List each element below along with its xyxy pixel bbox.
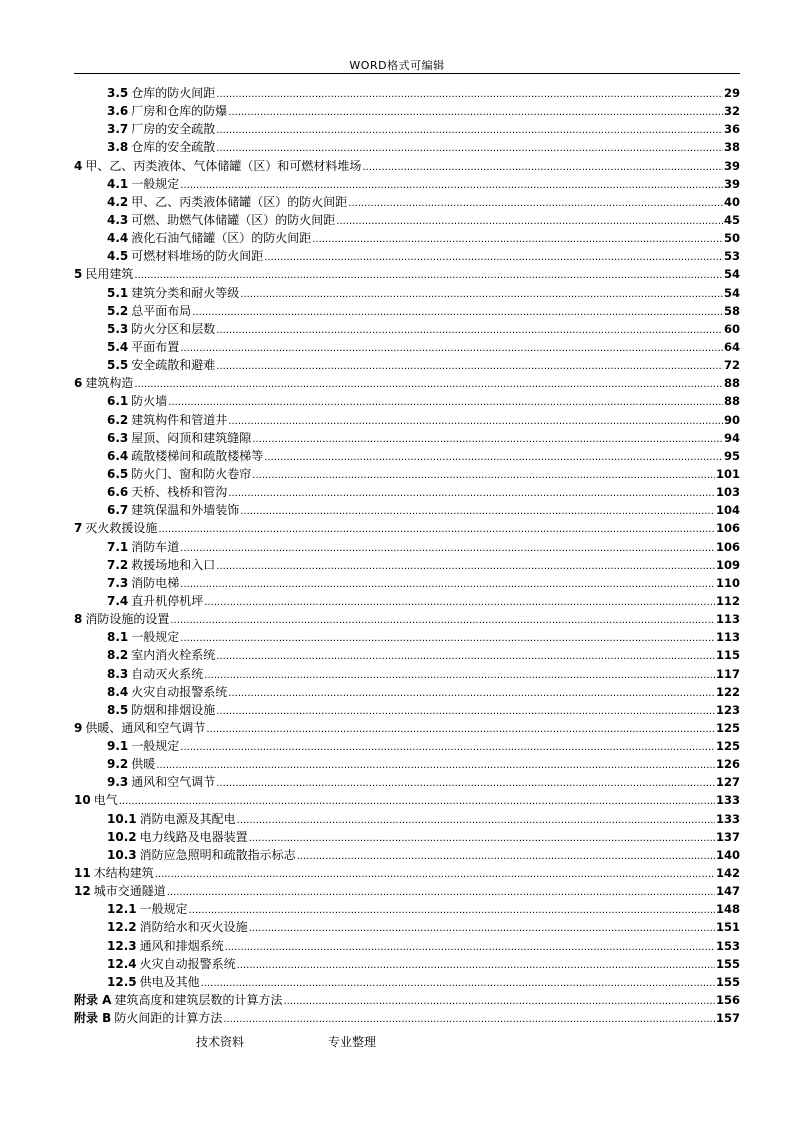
toc-page-number: 60 xyxy=(723,321,740,336)
toc-entry[interactable] xyxy=(74,519,740,537)
toc-entry-number: 6.3 xyxy=(107,430,129,445)
toc-dot-leader xyxy=(216,775,715,793)
page-header: WORD格式可编辑 xyxy=(349,59,445,72)
toc-page-number: 147 xyxy=(715,884,740,899)
toc-entry-number: 9.2 xyxy=(107,757,129,772)
toc-entry-number: 9 xyxy=(74,720,83,735)
toc-dot-leader xyxy=(168,394,723,412)
toc-entry[interactable] xyxy=(74,175,740,193)
toc-page-number: 39 xyxy=(723,176,740,191)
toc-page-number: 113 xyxy=(715,612,740,627)
toc-entry-number: 附录 B xyxy=(74,1011,112,1026)
toc-page-number: 95 xyxy=(723,448,740,463)
toc-entry-number: 3.8 xyxy=(107,140,129,155)
toc-entry-title: 疏散楼梯间和疏散楼梯等 xyxy=(131,448,264,463)
toc-dot-leader xyxy=(283,993,715,1011)
toc-entry[interactable] xyxy=(74,356,740,374)
toc-entry[interactable] xyxy=(74,193,740,211)
toc-entry-title: 消防电梯 xyxy=(131,575,180,590)
toc-entry[interactable] xyxy=(74,447,740,465)
toc-entry[interactable] xyxy=(74,719,740,737)
toc-page-number: 58 xyxy=(723,303,740,318)
toc-dot-leader xyxy=(167,884,715,902)
toc-dot-leader xyxy=(216,648,715,666)
toc-dot-leader xyxy=(264,249,723,267)
toc-entry[interactable] xyxy=(74,302,740,320)
toc-entry[interactable] xyxy=(74,955,740,973)
toc-page-number: 90 xyxy=(723,412,740,427)
toc-entry-number: 12.1 xyxy=(107,902,137,917)
toc-entry-title: 甲、乙、丙类液体、气体储罐（区）和可燃材料堆场 xyxy=(85,158,362,173)
toc-entry[interactable] xyxy=(74,918,740,936)
toc-entry-title: 甲、乙、丙类液体储罐（区）的防火间距 xyxy=(131,194,348,209)
toc-dot-leader xyxy=(216,86,723,104)
toc-entry-title: 火灾自动报警系统 xyxy=(131,684,228,699)
toc-page-number: 88 xyxy=(723,394,740,409)
toc-entry[interactable] xyxy=(74,610,740,628)
toc-page-number: 39 xyxy=(723,158,740,173)
toc-dot-leader xyxy=(170,612,715,630)
toc-entry[interactable] xyxy=(74,810,740,828)
toc-entry-number: 5.2 xyxy=(107,303,129,318)
toc-dot-leader xyxy=(362,159,723,177)
toc-entry-title: 建筑保温和外墙装饰 xyxy=(131,503,240,518)
toc-dot-leader xyxy=(336,213,723,231)
toc-entry[interactable] xyxy=(74,683,740,701)
toc-page-number: 110 xyxy=(715,575,740,590)
toc-dot-leader xyxy=(252,467,715,485)
toc-entry-title: 安全疏散和避难 xyxy=(131,358,216,373)
toc-dot-leader xyxy=(228,104,723,122)
toc-entry-number: 6.1 xyxy=(107,394,129,409)
toc-page-number: 113 xyxy=(715,630,740,645)
toc-entry[interactable] xyxy=(74,773,740,791)
toc-entry-title: 防火门、窗和防火卷帘 xyxy=(131,466,252,481)
toc-entry[interactable] xyxy=(74,411,740,429)
toc-page-number: 106 xyxy=(715,539,740,554)
toc-entry-number: 7 xyxy=(74,521,83,536)
toc-entry-number: 6 xyxy=(74,376,83,391)
toc-page-number: 72 xyxy=(723,358,740,373)
toc-entry-number: 10.1 xyxy=(107,811,137,826)
toc-page-number: 54 xyxy=(723,267,740,282)
toc-entry-number: 6.5 xyxy=(107,466,129,481)
toc-dot-leader xyxy=(240,286,723,304)
toc-entry-title: 厂房的安全疏散 xyxy=(131,122,216,137)
toc-dot-leader xyxy=(348,195,723,213)
toc-entry-number: 7.4 xyxy=(107,593,129,608)
toc-entry-number: 10 xyxy=(74,793,91,808)
footer-right-text: 专业整理 xyxy=(328,1035,377,1049)
toc-page-number: 38 xyxy=(723,140,740,155)
toc-entry[interactable] xyxy=(74,900,740,918)
toc-entry-title: 仓库的防火间距 xyxy=(131,86,216,100)
toc-entry-number: 8.5 xyxy=(107,702,129,717)
toc-page-number: 40 xyxy=(723,194,740,209)
toc-entry-number: 4 xyxy=(74,158,83,173)
toc-entry-title: 电气 xyxy=(93,793,118,808)
toc-entry-title: 仓库的安全疏散 xyxy=(131,140,216,155)
toc-entry-title: 可燃材料堆场的防火间距 xyxy=(131,249,264,264)
toc-entry[interactable] xyxy=(74,229,740,247)
toc-dot-leader xyxy=(180,340,723,358)
toc-entry-title: 民用建筑 xyxy=(85,267,134,282)
toc-entry-number: 8.1 xyxy=(107,630,129,645)
toc-entry-number: 9.1 xyxy=(107,739,129,754)
toc-page-number: 45 xyxy=(723,212,740,227)
toc-dot-leader xyxy=(216,322,723,340)
toc-entry-title: 供电及其他 xyxy=(139,974,200,989)
toc-entry[interactable] xyxy=(74,556,740,574)
toc-entry[interactable] xyxy=(74,882,740,900)
toc-entry-title: 总平面布局 xyxy=(131,303,192,318)
toc-entry[interactable] xyxy=(74,84,740,102)
toc-page-number: 54 xyxy=(723,285,740,300)
toc-entry-title: 液化石油气储罐（区）的防火间距 xyxy=(131,231,312,246)
toc-entry-title: 消防车道 xyxy=(131,539,180,554)
toc-dot-leader xyxy=(134,376,723,394)
toc-page-number: 32 xyxy=(723,104,740,119)
toc-dot-leader xyxy=(180,540,715,558)
toc-entry-title: 建筑分类和耐火等级 xyxy=(131,285,240,300)
toc-entry-number: 3.5 xyxy=(107,86,129,100)
toc-dot-leader xyxy=(228,413,723,431)
toc-entry[interactable] xyxy=(74,392,740,410)
toc-page-number: 109 xyxy=(715,557,740,572)
toc-page-number: 137 xyxy=(715,829,740,844)
toc-page-number: 156 xyxy=(715,993,740,1008)
toc-dot-leader xyxy=(223,1011,715,1029)
toc-entry[interactable] xyxy=(74,864,740,882)
toc-page-number: 36 xyxy=(723,122,740,137)
toc-dot-leader xyxy=(225,939,715,957)
toc-entry-title: 厂房和仓库的防爆 xyxy=(131,104,228,119)
toc-entry[interactable] xyxy=(74,102,740,120)
toc-entry-number: 12 xyxy=(74,884,91,899)
toc-dot-leader xyxy=(240,503,715,521)
toc-entry-title: 建筑构件和管道井 xyxy=(131,412,228,427)
toc-entry-title: 自动灭火系统 xyxy=(131,666,204,681)
toc-entry[interactable] xyxy=(74,483,740,501)
toc-entry[interactable] xyxy=(74,791,740,809)
toc-page-number: 112 xyxy=(715,593,740,608)
toc-entry-title: 供暖 xyxy=(131,757,156,772)
toc-entry[interactable] xyxy=(74,138,740,156)
toc-page-number: 127 xyxy=(715,775,740,790)
toc-entry-title: 消防应急照明和疏散指示标志 xyxy=(139,847,296,862)
toc-entry-number: 5.4 xyxy=(107,339,129,354)
toc-entry-title: 屋顶、闷顶和建筑缝隙 xyxy=(131,430,252,445)
toc-entry-number: 4.3 xyxy=(107,212,129,227)
toc-entry-title: 防火间距的计算方法 xyxy=(114,1011,223,1026)
toc-entry-title: 灭火救援设施 xyxy=(85,521,158,536)
toc-entry[interactable] xyxy=(74,538,740,556)
toc-dot-leader xyxy=(180,630,715,648)
toc-dot-leader xyxy=(216,358,723,376)
toc-page-number: 142 xyxy=(715,866,740,881)
toc-entry-title: 通风和排烟系统 xyxy=(139,938,224,953)
toc-dot-leader xyxy=(216,122,723,140)
toc-page-number: 117 xyxy=(715,666,740,681)
toc-dot-leader xyxy=(216,558,715,576)
toc-entry[interactable] xyxy=(74,574,740,592)
toc-page-number: 104 xyxy=(715,503,740,518)
toc-entry[interactable] xyxy=(74,320,740,338)
toc-entry-number: 4.2 xyxy=(107,194,129,209)
toc-page-number: 125 xyxy=(715,720,740,735)
toc-entry-number: 3.7 xyxy=(107,122,129,137)
toc-dot-leader xyxy=(237,957,715,975)
toc-entry[interactable] xyxy=(74,284,740,302)
toc-entry-title: 可燃、助燃气体储罐（区）的防火间距 xyxy=(131,212,336,227)
toc-entry-title: 直升机停机坪 xyxy=(131,593,204,608)
toc-page-number: 53 xyxy=(723,249,740,264)
toc-page-number: 155 xyxy=(715,956,740,971)
toc-entry[interactable] xyxy=(74,646,740,664)
toc-entry-title: 火灾自动报警系统 xyxy=(139,956,236,971)
toc-page-number: 133 xyxy=(715,811,740,826)
toc-dot-leader xyxy=(312,231,723,249)
toc-entry[interactable] xyxy=(74,592,740,610)
toc-page-number: 29 xyxy=(723,86,740,100)
toc-entry-title: 供暖、通风和空气调节 xyxy=(85,720,206,735)
toc-dot-leader xyxy=(180,576,715,594)
toc-entry[interactable] xyxy=(74,374,740,392)
toc-page-number: 106 xyxy=(715,521,740,536)
toc-entry-number: 4.5 xyxy=(107,249,129,264)
toc-entry-title: 防烟和排烟设施 xyxy=(131,702,216,717)
toc-entry-title: 防火墙 xyxy=(131,394,168,409)
table-of-contents xyxy=(74,84,740,1027)
toc-dot-leader xyxy=(204,667,715,685)
toc-entry-number: 3.6 xyxy=(107,104,129,119)
toc-entry-number: 7.2 xyxy=(107,557,129,572)
toc-entry-number: 12.3 xyxy=(107,938,137,953)
toc-entry-number: 8 xyxy=(74,612,83,627)
toc-dot-leader xyxy=(237,812,715,830)
toc-dot-leader xyxy=(155,866,715,884)
toc-entry-title: 一般规定 xyxy=(131,176,180,191)
toc-entry-title: 电力线路及电器装置 xyxy=(139,829,248,844)
toc-entry-number: 5.3 xyxy=(107,321,129,336)
toc-entry-number: 8.3 xyxy=(107,666,129,681)
toc-entry[interactable] xyxy=(74,828,740,846)
toc-entry-number: 8.2 xyxy=(107,648,129,663)
toc-dot-leader xyxy=(189,902,715,920)
toc-dot-leader xyxy=(249,830,715,848)
toc-entry[interactable] xyxy=(74,973,740,991)
toc-entry[interactable] xyxy=(74,265,740,283)
toc-entry[interactable] xyxy=(74,701,740,719)
toc-entry[interactable] xyxy=(74,937,740,955)
toc-entry-number: 6.2 xyxy=(107,412,129,427)
toc-page-number: 140 xyxy=(715,847,740,862)
toc-page-number: 88 xyxy=(723,376,740,391)
toc-page-number: 122 xyxy=(715,684,740,699)
toc-entry[interactable] xyxy=(74,665,740,683)
toc-entry[interactable] xyxy=(74,1009,740,1027)
toc-dot-leader xyxy=(158,521,715,539)
toc-page-number: 115 xyxy=(715,648,740,663)
toc-entry-number: 9.3 xyxy=(107,775,129,790)
toc-entry-number: 5.5 xyxy=(107,358,129,373)
toc-dot-leader xyxy=(249,920,715,938)
toc-entry-number: 7.1 xyxy=(107,539,129,554)
toc-dot-leader xyxy=(204,594,715,612)
toc-page-number: 148 xyxy=(715,902,740,917)
toc-entry-title: 建筑高度和建筑层数的计算方法 xyxy=(114,993,283,1008)
toc-entry[interactable] xyxy=(74,157,740,175)
toc-entry-title: 一般规定 xyxy=(139,902,188,917)
toc-page-number: 126 xyxy=(715,757,740,772)
toc-entry-number: 12.4 xyxy=(107,956,137,971)
toc-entry[interactable] xyxy=(74,211,740,229)
toc-page-number: 50 xyxy=(723,231,740,246)
toc-entry[interactable] xyxy=(74,338,740,356)
toc-entry-number: 6.4 xyxy=(107,448,129,463)
toc-entry-title: 室内消火栓系统 xyxy=(131,648,216,663)
toc-entry-number: 10.3 xyxy=(107,847,137,862)
toc-page-number: 133 xyxy=(715,793,740,808)
toc-entry[interactable] xyxy=(74,501,740,519)
toc-page-number: 101 xyxy=(715,466,740,481)
toc-entry[interactable] xyxy=(74,465,740,483)
toc-dot-leader xyxy=(206,721,715,739)
toc-entry-title: 木结构建筑 xyxy=(93,866,154,881)
toc-entry-title: 防火分区和层数 xyxy=(131,321,216,336)
toc-dot-leader xyxy=(252,431,723,449)
toc-dot-leader xyxy=(180,739,715,757)
toc-page-number: 123 xyxy=(715,702,740,717)
toc-dot-leader xyxy=(228,485,715,503)
toc-entry-number: 7.3 xyxy=(107,575,129,590)
toc-page-number: 64 xyxy=(723,339,740,354)
toc-entry-title: 救援场地和入口 xyxy=(131,557,216,572)
footer-left-text: 技术资料 xyxy=(196,1035,245,1049)
toc-entry[interactable] xyxy=(74,628,740,646)
toc-entry-number: 5 xyxy=(74,267,83,282)
toc-entry-number: 10.2 xyxy=(107,829,137,844)
toc-entry[interactable] xyxy=(74,429,740,447)
toc-page-number: 151 xyxy=(715,920,740,935)
toc-entry-number: 11 xyxy=(74,866,91,881)
toc-entry-number: 5.1 xyxy=(107,285,129,300)
toc-entry-number: 6.7 xyxy=(107,503,129,518)
toc-entry[interactable] xyxy=(74,737,740,755)
toc-entry-number: 6.6 xyxy=(107,485,129,500)
toc-entry[interactable] xyxy=(74,755,740,773)
toc-entry-title: 消防设施的设置 xyxy=(85,612,170,627)
toc-page-number: 103 xyxy=(715,485,740,500)
toc-dot-leader xyxy=(264,449,723,467)
toc-entry-number: 12.2 xyxy=(107,920,137,935)
toc-entry[interactable] xyxy=(74,846,740,864)
toc-entry-title: 天桥、栈桥和管沟 xyxy=(131,485,228,500)
toc-entry-title: 城市交通隧道 xyxy=(93,884,166,899)
toc-entry-number: 附录 A xyxy=(74,993,112,1008)
toc-page-number: 153 xyxy=(715,938,740,953)
toc-dot-leader xyxy=(228,685,715,703)
toc-dot-leader xyxy=(297,848,715,866)
toc-entry-number: 4.1 xyxy=(107,176,129,191)
toc-page-number: 155 xyxy=(715,974,740,989)
toc-page-number: 125 xyxy=(715,739,740,754)
toc-entry-number: 4.4 xyxy=(107,231,129,246)
toc-entry-title: 消防电源及其配电 xyxy=(139,811,236,826)
toc-entry-number: 8.4 xyxy=(107,684,129,699)
toc-entry[interactable] xyxy=(74,120,740,138)
header-rule xyxy=(74,73,740,74)
toc-entry-title: 通风和空气调节 xyxy=(131,775,216,790)
toc-dot-leader xyxy=(156,757,715,775)
toc-entry-title: 一般规定 xyxy=(131,739,180,754)
toc-entry-title: 一般规定 xyxy=(131,630,180,645)
toc-entry-title: 消防给水和灭火设施 xyxy=(139,920,248,935)
toc-page-number: 94 xyxy=(723,430,740,445)
toc-page-number: 157 xyxy=(715,1011,740,1026)
toc-entry-title: 平面布置 xyxy=(131,339,180,354)
toc-entry-title: 建筑构造 xyxy=(85,376,134,391)
toc-entry[interactable] xyxy=(74,991,740,1009)
toc-entry-number: 12.5 xyxy=(107,974,137,989)
toc-dot-leader xyxy=(216,703,715,721)
toc-entry[interactable] xyxy=(74,247,740,265)
toc-dot-leader xyxy=(192,304,723,322)
